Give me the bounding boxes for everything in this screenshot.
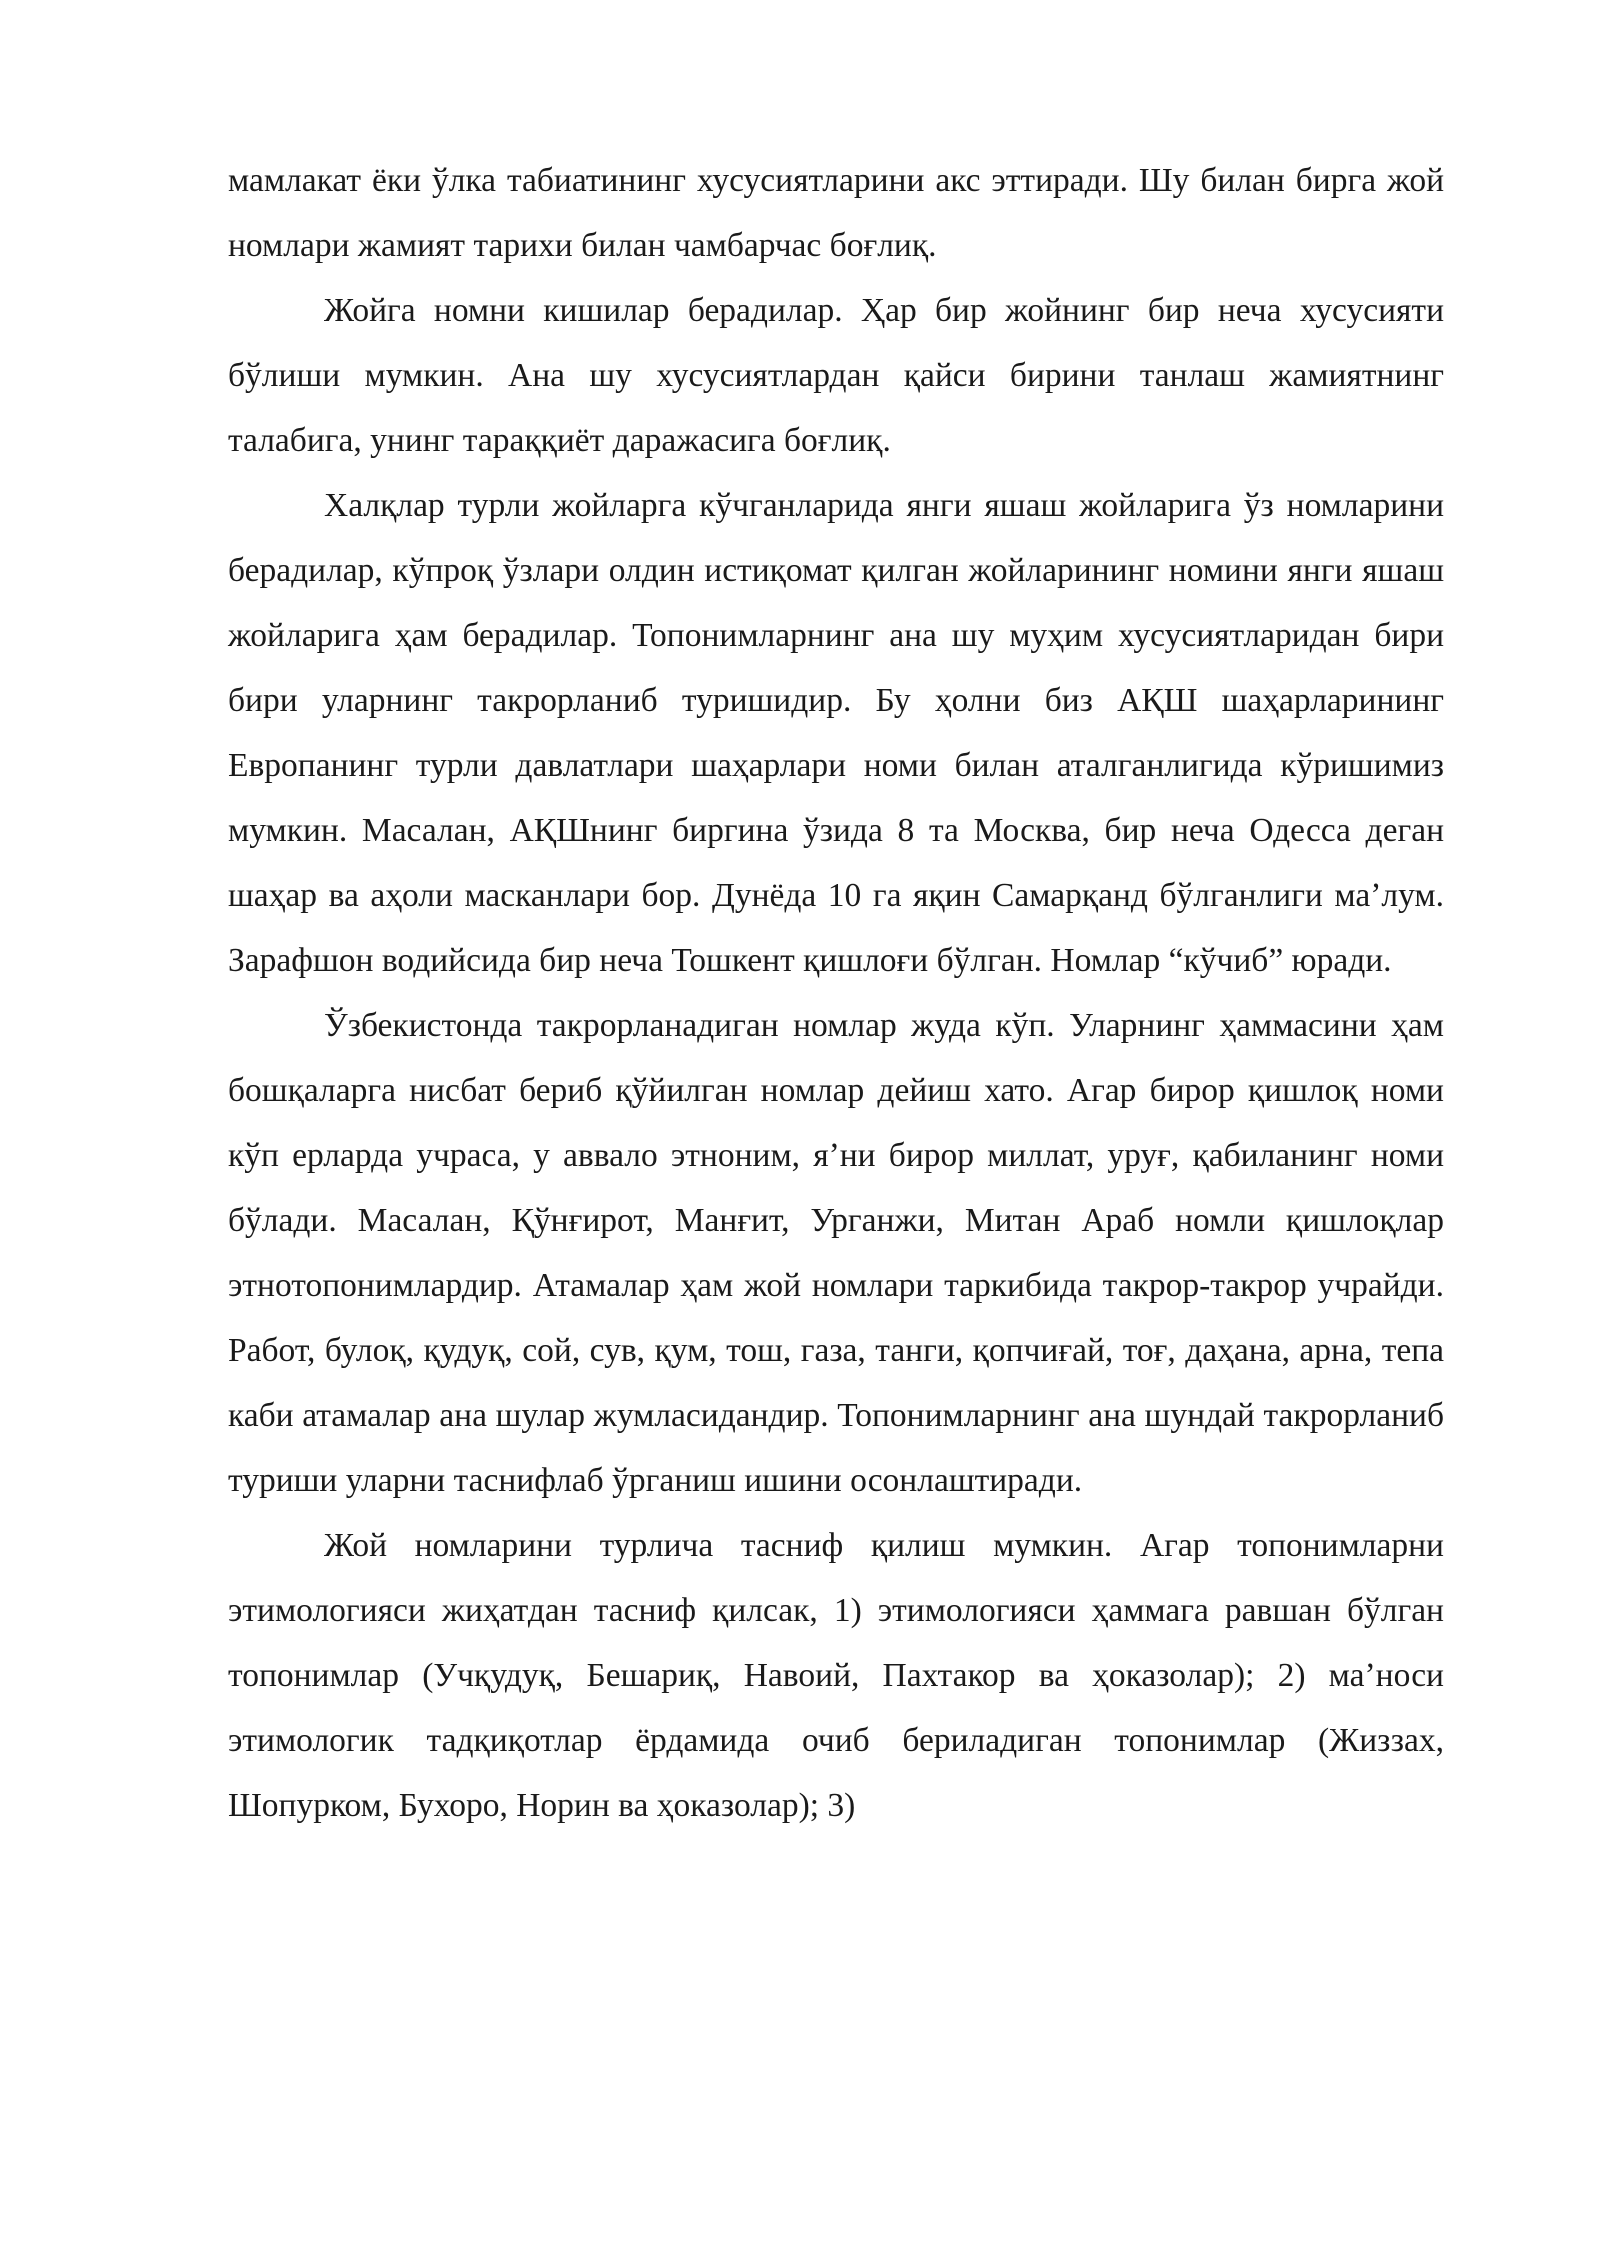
paragraph-classification: Жой номларини турлича тасниф қилиш мумкин. Агар топонимларни этимологияси жиҳатдан тасниф қилсак, 1) этимологияси ҳаммага равшан бўлган топонимлар (Учқудуқ, Бешариқ, Навоий, Пахтакор ва ҳоказолар); 2) маʼноси этимологик тадқиқотлар ёрдамида очиб бериладиган топонимлар (Жиззах, Шопурком, Бухоро, Норин ва ҳоказолар); 3) [228, 1527, 1444, 1824]
document-body [228, 148, 1444, 1838]
paragraph-continuation: мамлакат ёки ўлка табиатининг хусусиятларини акс эттиради. Шу билан бирга жой номлари жамият тарихи билан чамбарчас боғлиқ. [228, 162, 1444, 264]
paragraph-repetition: Ўзбекистонда такрорланадиган номлар жуда кўп. Уларнинг ҳаммасини ҳам бошқаларга нисбат бериб қўйилган номлар дейиш хато. Агар бирор қишлоқ номи кўп ерларда учраса, у аввало этноним, яʼни бирор миллат, уруғ, қабиланинг номи бўлади. Масалан, Қўнғирот, Манғит, Урганжи, Митан Араб номли қишлоқлар этнотопонимлардир. Атамалар ҳам жой номлари таркибида такрор-такрор учрайди. Работ, булоқ, қудуқ, сой, сув, қум, тош, газа, танги, қопчиғай, тоғ, даҳана, арна, тепа каби атамалар ана шулар жумласидандир. Топонимларнинг ана шундай такрорланиб туриши уларни таснифлаб ўрганиш ишини осонлаштиради. [228, 1007, 1444, 1499]
paragraph-naming: Жойга номни кишилар берадилар. Ҳар бир жойнинг бир неча хусусияти бўлиши мумкин. Ана шу хусусиятлардан қайси бирини танлаш жамиятнинг талабига, унинг тараққиёт даражасига боғлиқ. [228, 292, 1444, 459]
paragraph-migration: Халқлар турли жойларга кўчганларида янги яшаш жойларига ўз номларини берадилар, кўпроқ ўзлари олдин истиқомат қилган жойларининг номини янги яшаш жойларига ҳам берадилар. Топонимларнинг ана шу муҳим хусусиятларидан бири бири уларнинг такрорланиб туришидир. Бу ҳолни биз АҚШ шаҳарларининг Европанинг турли давлатлари шаҳарлари номи билан аталганлигида кўришимиз мумкин. Масалан, АҚШнинг биргина ўзида 8 та Москва, бир неча Одесса деган шаҳар ва аҳоли масканлари бор. Дунёда 10 га яқин Самарқанд бўлганлиги маʼлум. Зарафшон водийсида бир неча Тошкент қишлоғи бўлган. Номлар “кўчиб” юради. [228, 487, 1444, 979]
